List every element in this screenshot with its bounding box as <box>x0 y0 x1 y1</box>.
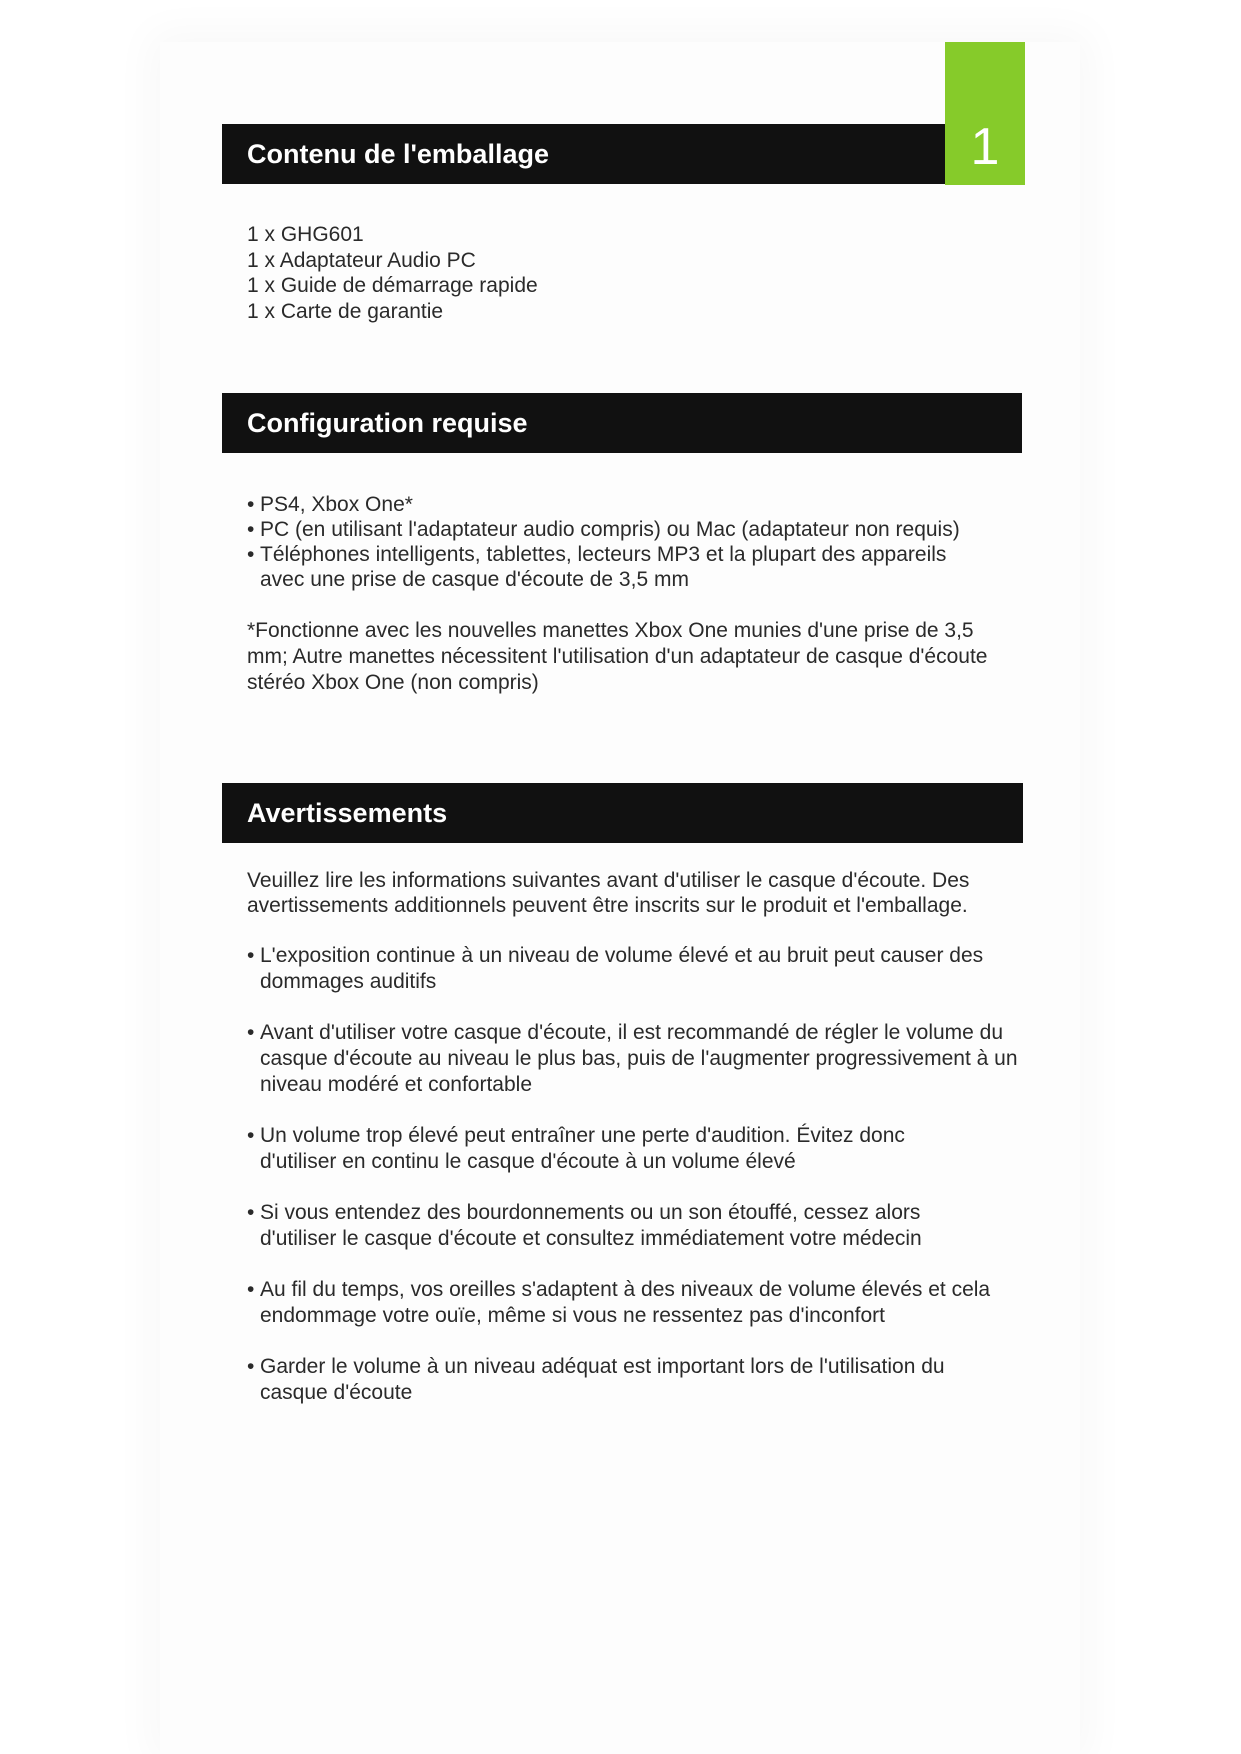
list-item: • L'exposition continue à un niveau de volume élevé et au bruit peut causer des dommages auditifs <box>247 944 984 993</box>
requirements-list <box>247 492 1017 592</box>
requirements-footnote: *Fonctionne avec les nouvelles manettes Xbox One munies d'une prise de 3,5 mm; Autre manettes nécessitent l'utilisation d'un adaptateur de casque d'écoute stéréo Xbox One (non compris) <box>247 619 988 694</box>
list-item: 1 x Adaptateur Audio PC <box>247 248 476 272</box>
bullet-icon: • <box>247 944 255 967</box>
section-title: Configuration requise <box>247 407 528 438</box>
bullet-icon: • <box>247 1355 255 1378</box>
list-item: 1 x Carte de garantie <box>247 299 444 323</box>
bullet-icon: • <box>247 543 255 566</box>
list-item: 1 x Guide de démarrage rapide <box>247 274 538 297</box>
section-header-requirements <box>222 393 1022 453</box>
section-title: Avertissements <box>247 797 448 828</box>
list-item: • Téléphones intelligents, tablettes, lecteurs MP3 et la plupart des appareils avec une prise de casque d'écoute de 3,5 mm <box>247 543 947 591</box>
bullet-icon: • <box>247 1021 255 1044</box>
warnings-list <box>247 943 1017 1431</box>
page-number: 1 <box>970 118 1000 176</box>
section-title: Contenu de l'emballage <box>247 138 549 169</box>
list-item: • Si vous entendez des bourdonnements ou un son étouffé, cessez alors d'utiliser le casque d'écoute et consultez immédiatement votre médecin <box>247 1201 922 1250</box>
section-header-contents <box>222 124 945 184</box>
list-item: • Avant d'utiliser votre casque d'écoute, il est recommandé de régler le volume du casque d'écoute au niveau le plus bas, puis de l'augmenter progressivement à un niveau modéré et confortable <box>247 1021 1018 1096</box>
list-item: • PC (en utilisant l'adaptateur audio compris) ou Mac (adaptateur non requis) <box>247 518 960 541</box>
bullet-icon: • <box>247 518 255 541</box>
bullet-icon: • <box>247 1124 255 1147</box>
list-item: • Un volume trop élevé peut entraîner une perte d'audition. Évitez donc d'utiliser en continu le casque d'écoute à un volume élevé <box>247 1124 905 1173</box>
list-item: 1 x GHG601 <box>247 223 364 246</box>
bullet-icon: • <box>247 1278 255 1301</box>
list-item: • PS4, Xbox One* <box>247 493 413 516</box>
bullet-icon: • <box>247 1201 255 1224</box>
warnings-intro: Veuillez lire les informations suivantes avant d'utiliser le casque d'écoute. Des avertissements additionnels peuvent être inscrits sur le produit et l'emballage. <box>247 869 970 917</box>
list-item: • Garder le volume à un niveau adéquat est important lors de l'utilisation du casque d'écoute <box>247 1355 945 1404</box>
bullet-icon: • <box>247 493 255 516</box>
page-number-tab <box>945 42 1025 185</box>
section-header-warnings <box>222 783 1023 843</box>
list-item: • Au fil du temps, vos oreilles s'adaptent à des niveaux de volume élevés et cela endommage votre ouïe, même si vous ne ressentez pas d'inconfort <box>247 1278 991 1327</box>
package-contents-list <box>247 222 1017 324</box>
